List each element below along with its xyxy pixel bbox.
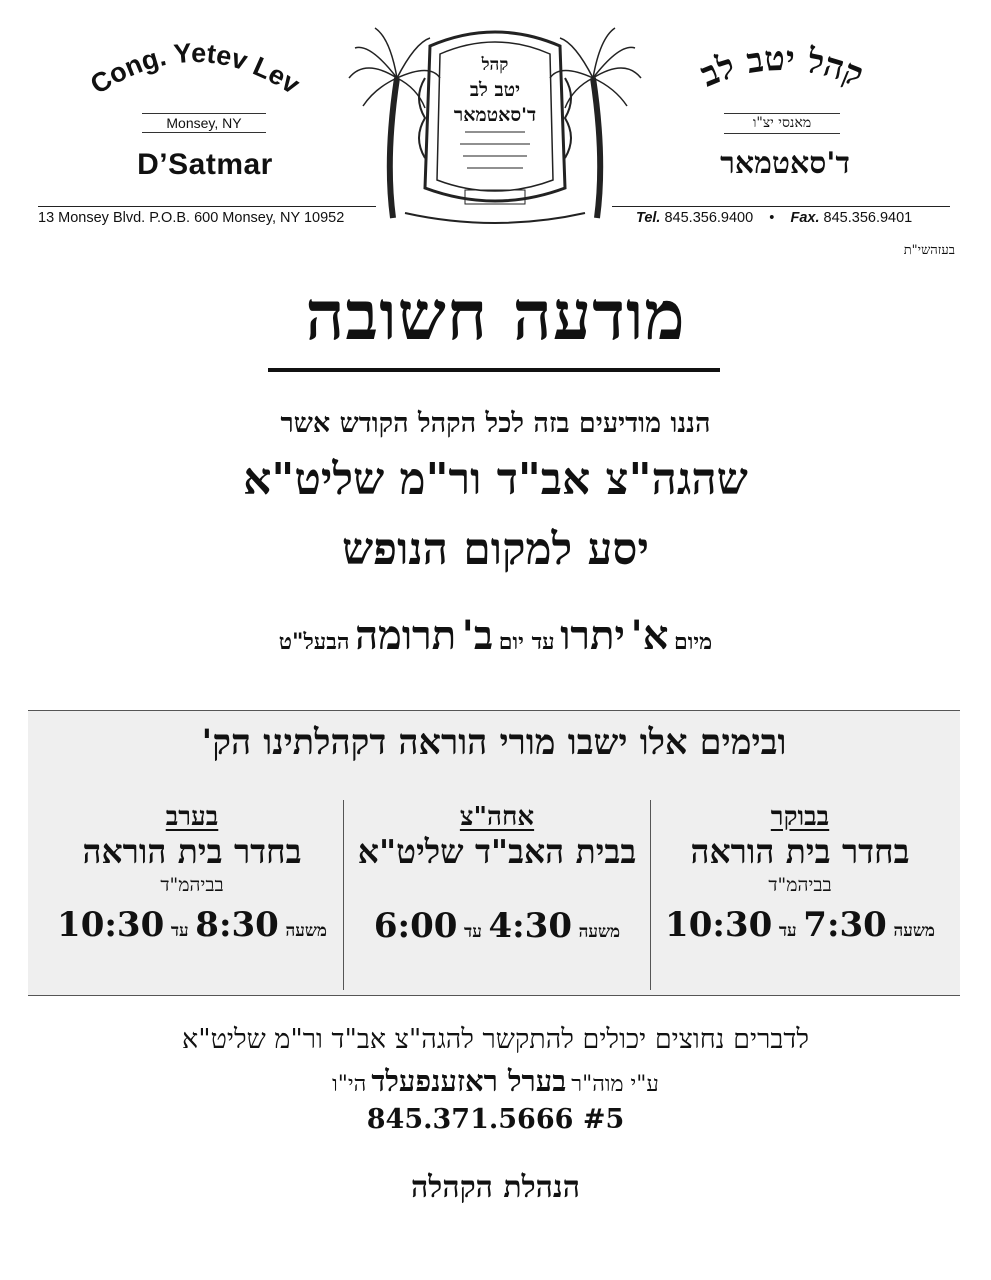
time-from: 4:30 xyxy=(488,906,572,946)
english-congregation-name xyxy=(80,30,310,110)
time-from: 7:30 xyxy=(803,905,887,945)
congregation-emblem xyxy=(345,18,645,238)
date-from-day: א' xyxy=(630,612,669,659)
english-dsatmar: D’Satmar xyxy=(137,148,273,181)
date-until-word: עד יום xyxy=(498,629,555,655)
phone-rule xyxy=(612,206,950,207)
time-to: 10:30 xyxy=(665,905,773,945)
phone-fax-row xyxy=(636,210,912,226)
column-hours: משעה 8:30 עד 10:30 xyxy=(57,905,327,945)
fax-number: 845.356.9401 xyxy=(823,210,913,226)
english-city: Monsey, NY xyxy=(142,113,266,133)
schedule-column-evening xyxy=(42,800,342,990)
bullet-separator: • xyxy=(757,210,787,226)
emblem-line-2: יטב לב xyxy=(469,79,521,101)
emblem-line-1: קהל xyxy=(481,55,509,75)
besd-mark: בעזהשי"ת xyxy=(903,243,955,258)
schedule-title: ובימים אלו ישבו מורי הוראה דקהלתינו הק' xyxy=(201,722,787,763)
column-sublocation: בביהמ"ד xyxy=(160,874,224,896)
column-sublocation xyxy=(344,874,650,898)
schedule-column-morning xyxy=(650,800,950,990)
intro-line: הננו מודיעים בזה לכל הקהל הקודש אשר xyxy=(280,408,711,439)
column-header: אחה"צ xyxy=(459,802,535,832)
announcement-title: מודעה חשובה xyxy=(305,276,686,356)
hebrew-city: מאנסי יצ"ו xyxy=(724,113,840,134)
time-from: 8:30 xyxy=(195,905,279,945)
street-address: 13 Monsey Blvd. P.O.B. 600 Monsey, NY 10952 xyxy=(38,210,345,226)
column-location: בחדר בית הוראה xyxy=(690,832,910,871)
date-range xyxy=(0,612,991,659)
date-from-word: מיום xyxy=(674,629,713,655)
hebrew-dsatmar: ד'סאטמאר xyxy=(720,146,850,181)
hebrew-congregation-name xyxy=(662,38,902,118)
svg-text:Cong. Yetev Lev: Cong. Yetev Lev xyxy=(85,37,306,100)
fax-label: Fax. xyxy=(790,210,820,226)
time-to: 6:00 xyxy=(373,906,458,946)
time-to: 10:30 xyxy=(57,905,165,945)
date-suffix: הבעל"ט xyxy=(278,629,350,655)
headline-travel: יסע למקום הנופש xyxy=(342,524,649,575)
column-header: בערב xyxy=(165,802,219,832)
contact-phone: 845.371.5666 #5 xyxy=(366,1104,625,1135)
title-underline xyxy=(268,368,720,372)
column-header: בבוקר xyxy=(770,802,830,832)
column-location: בבית האב"ד שליט"א xyxy=(357,832,637,871)
contact-person: ע"י מוה"ר בערל ראזענפעלד הי"ו xyxy=(332,1064,659,1098)
date-to-parsha: תרומה xyxy=(355,612,457,659)
column-hours: משעה 7:30 עד 10:30 xyxy=(665,905,935,945)
date-to-day: ב' xyxy=(461,612,494,659)
headline-rabbi: שהגה"צ אב"ד ור"מ שליט"א xyxy=(243,454,748,505)
svg-text:קהל יטב לב: קהל יטב לב xyxy=(694,38,869,96)
tel-label: Tel. xyxy=(636,210,661,226)
tel-number: 845.356.9400 xyxy=(664,210,754,226)
address-rule xyxy=(38,206,376,207)
date-from-parsha: יתרו xyxy=(560,612,625,659)
contact-name: בערל ראזענפעלד xyxy=(371,1064,567,1098)
signature: הנהלת הקהלה xyxy=(411,1170,580,1205)
column-sublocation: בביהמ"ד xyxy=(768,874,832,896)
contact-line: לדברים נחוצים יכולים להתקשר להגה"צ אב"ד ור"מ שליט"א xyxy=(182,1024,809,1055)
column-hours: משעה 4:30 עד 6:00 xyxy=(373,906,621,946)
emblem-line-3: ד'סאטמאר xyxy=(453,104,537,126)
schedule-column-afternoon xyxy=(343,800,651,990)
column-location: בחדר בית הוראה xyxy=(82,832,302,871)
